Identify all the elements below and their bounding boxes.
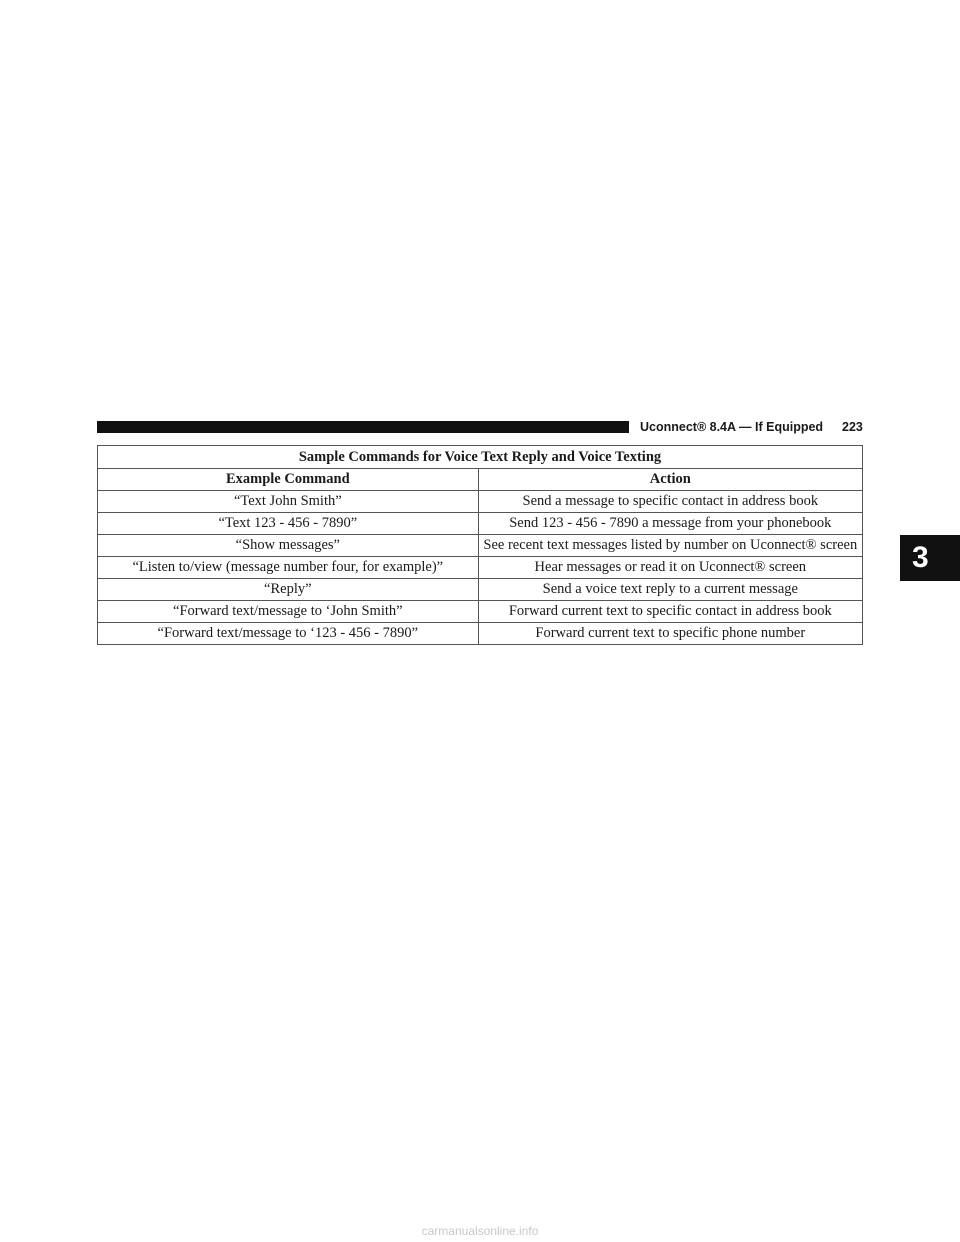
command-cell: “Text John Smith” [98,491,479,513]
command-cell: “Forward text/message to ‘123 - 456 - 7890” [98,623,479,645]
header-rule-bar [97,421,629,433]
table-row [98,601,863,623]
action-cell: Send 123 - 456 - 7890 a message from your phonebook [478,513,862,535]
column-header-command: Example Command [98,469,479,491]
command-cell: “Reply” [98,579,479,601]
table-row [98,557,863,579]
action-cell: Hear messages or read it on Uconnect® screen [478,557,862,579]
command-cell: “Listen to/view (message number four, for example)” [98,557,479,579]
action-cell: Send a voice text reply to a current message [478,579,862,601]
table-header-row [98,469,863,491]
command-cell: “Show messages” [98,535,479,557]
section-title: Uconnect® 8.4A — If Equipped [640,420,824,434]
chapter-tab: 3 [900,535,960,581]
table-row [98,535,863,557]
page-number: 223 [842,420,863,434]
column-header-action: Action [478,469,862,491]
action-cell: Forward current text to specific contact in address book [478,601,862,623]
action-cell: Forward current text to specific phone number [478,623,862,645]
voice-commands-table [97,445,863,645]
command-cell: “Forward text/message to ‘John Smith” [98,601,479,623]
action-cell: See recent text messages listed by number on Uconnect® screen [478,535,862,557]
watermark-footer[interactable]: carmanualsonline.info [421,1224,539,1238]
table-row [98,491,863,513]
action-cell: Send a message to specific contact in address book [478,491,862,513]
command-cell: “Text 123 - 456 - 7890” [98,513,479,535]
table-row [98,623,863,645]
table-row [98,579,863,601]
table-row [98,513,863,535]
table-caption-row [98,446,863,469]
table-caption: Sample Commands for Voice Text Reply and Voice Texting [98,446,863,469]
